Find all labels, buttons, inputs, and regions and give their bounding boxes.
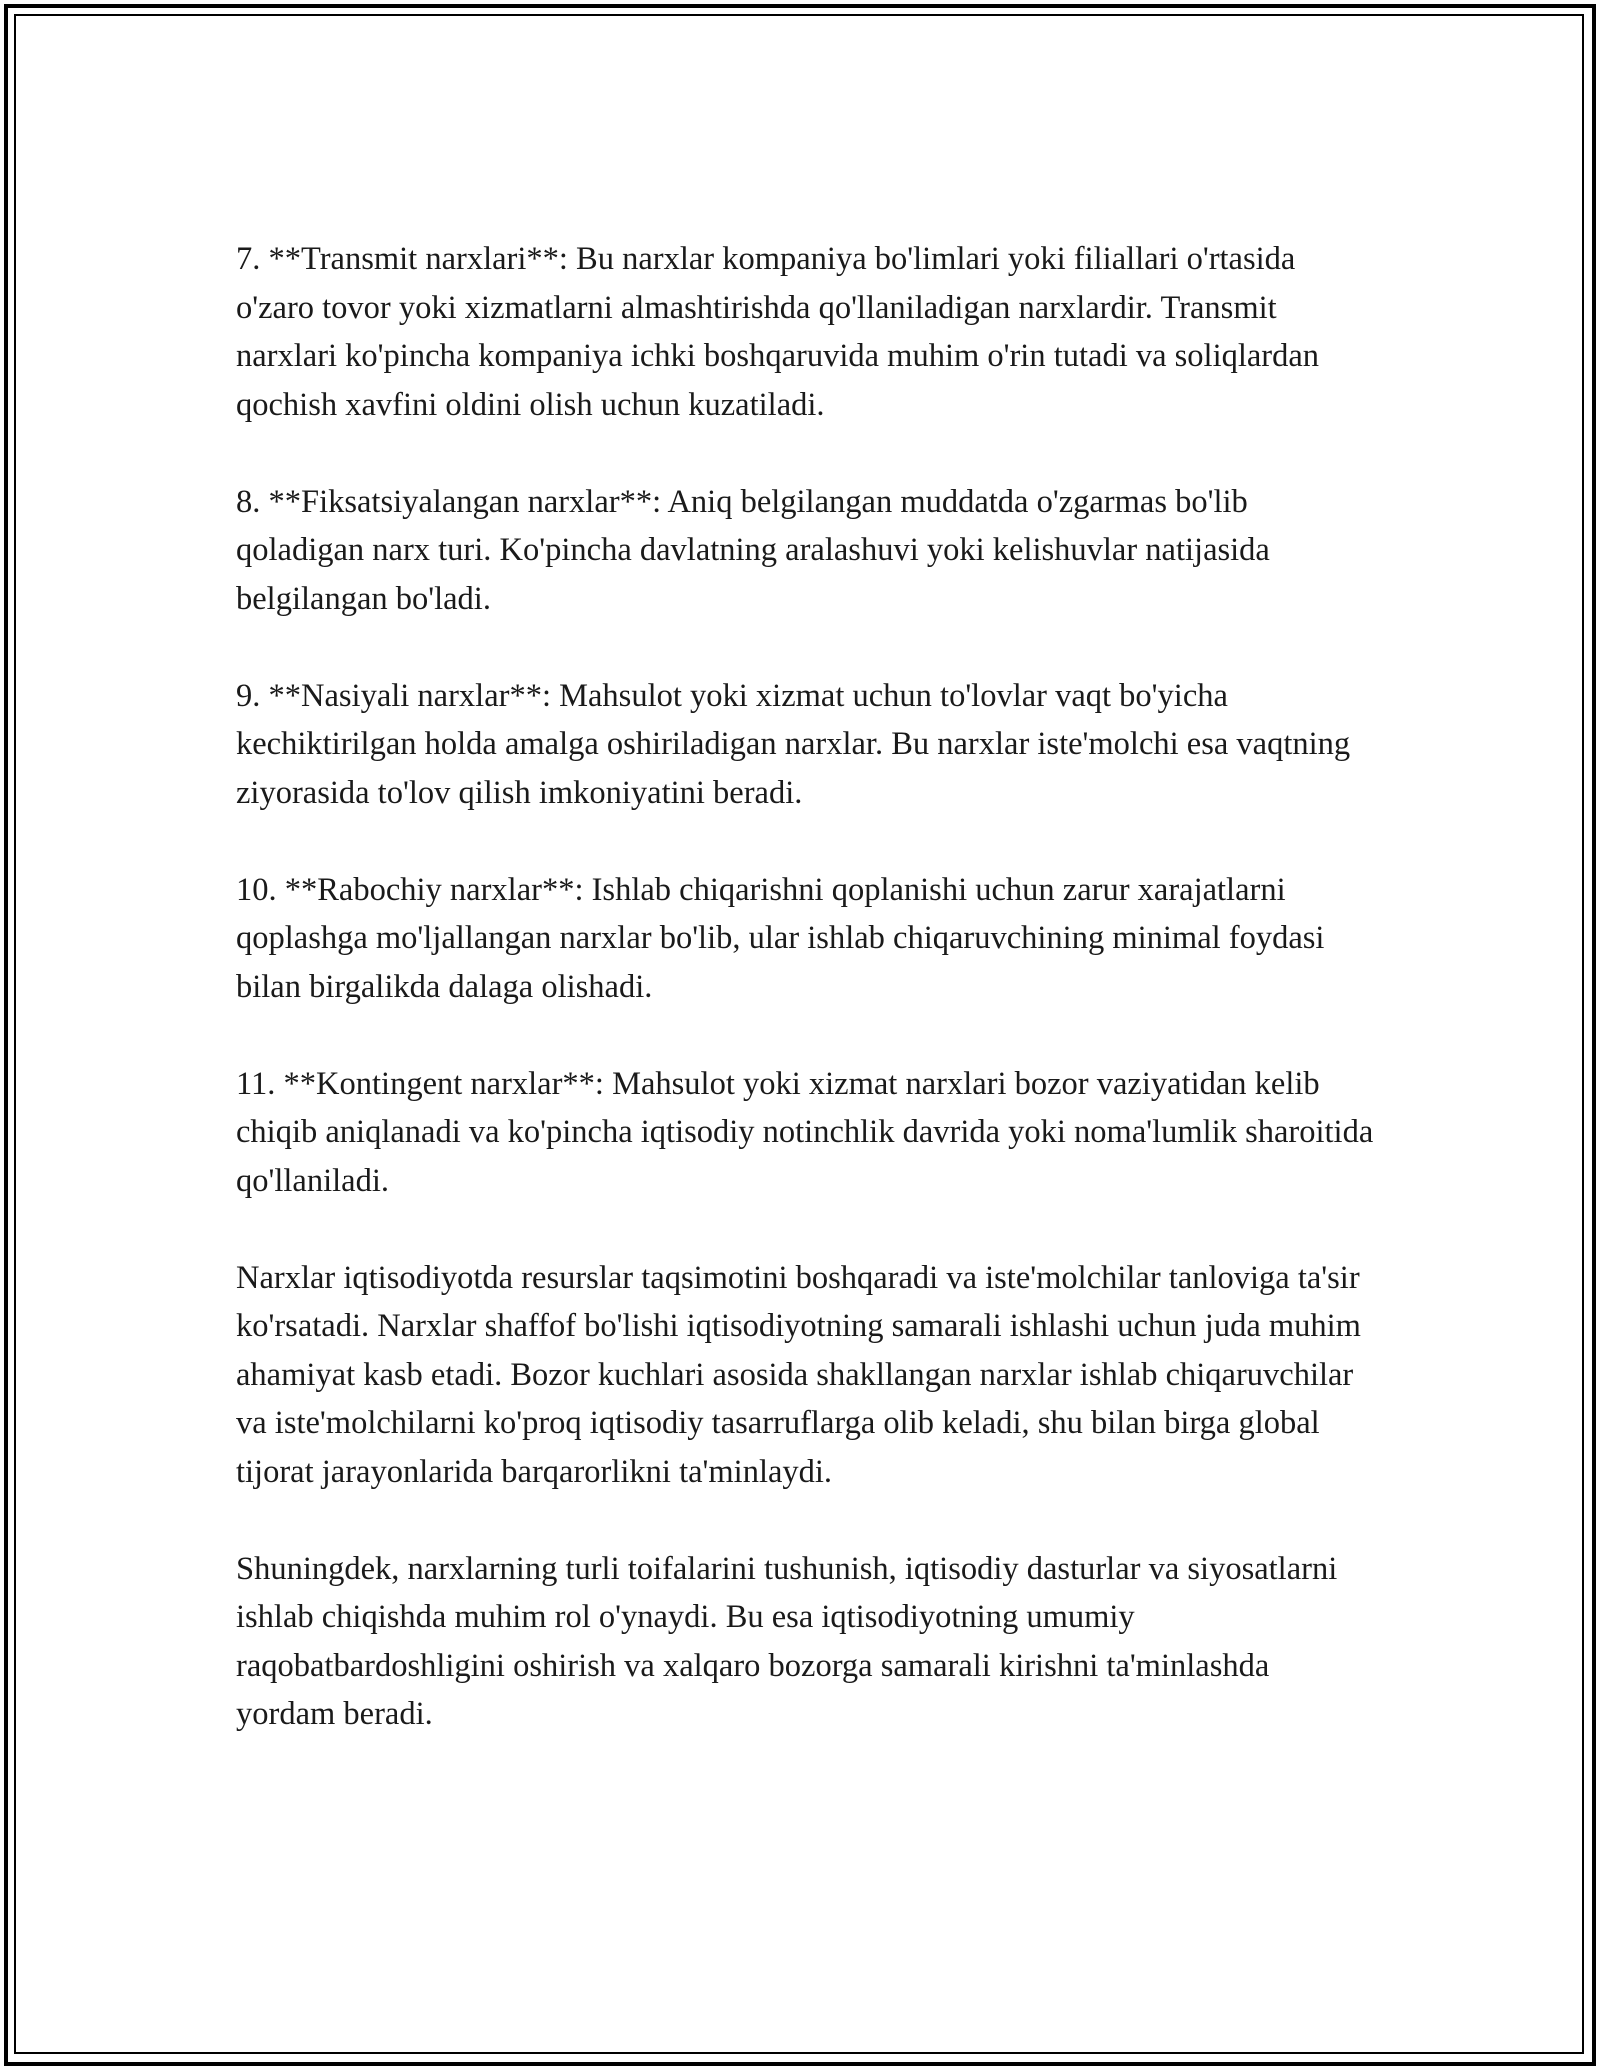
document-body [236, 235, 1376, 1739]
paragraph-fixed-prices: 8. **Fiksatsiyalangan narxlar**: Aniq belgilangan muddatda o'zgarmas bo'lib qoladigan narx turi. Ko'pincha davlatning aralashuvi yoki kelishuvlar natijasida belgilangan bo'ladi. [236, 483, 1270, 617]
paragraph-working-prices: 10. **Rabochiy narxlar**: Ishlab chiqarishni qoplanishi uchun zarur xarajatlarni qoplashga mo'ljallangan narxlar bo'lib, ular ishlab chiqaruvchining minimal foydasi bilan birgalikda dalaga olishadi. [236, 871, 1325, 1005]
paragraph-conclusion: Shuningdek, narxlarning turli toifalarini tushunish, iqtisodiy dasturlar va siyosatlarni ishlab chiqishda muhim rol o'ynaydi. Bu esa iqtisodiyotning umumiy raqobatbardoshligini oshirish va xalqaro bozorga samarali kirishni ta'minlashda yordam beradi. [236, 1550, 1338, 1732]
paragraph-prices-role: Narxlar iqtisodiyotda resurslar taqsimotini boshqaradi va iste'molchilar tanloviga ta'sir ko'rsatadi. Narxlar shaffof bo'lishi iqtisodiyotning samarali ishlashi uchun juda muhim ahamiyat kasb etadi. Bozor kuchlari asosida shakllangan narxlar ishlab chiqaruvchilar va iste'molchilarni ko'proq iqtisodiy tasarruflarga olib keladi, shu bilan birga global tijorat jarayonlarida barqarorlikni ta'minlaydi. [236, 1259, 1361, 1490]
paragraph-transmit-prices: 7. **Transmit narxlari**: Bu narxlar kompaniya bo'limlari yoki filiallari o'rtasida o'zaro tovor yoki xizmatlarni almashtirishda qo'llaniladigan narxlardir. Transmit narxlari ko'pincha kompaniya ichki boshqaruvida muhim o'rin tutadi va soliqlardan qochish xavfini oldini olish uchun kuzatiladi. [236, 241, 1320, 423]
paragraph-credit-prices: 9. **Nasiyali narxlar**: Mahsulot yoki xizmat uchun to'lovlar vaqt bo'yicha kechiktirilgan holda amalga oshiriladigan narxlar. Bu narxlar iste'molchi esa vaqtning ziyorasida to'lov qilish imkoniyatini beradi. [236, 677, 1351, 811]
paragraph-contingent-prices: 11. **Kontingent narxlar**: Mahsulot yoki xizmat narxlari bozor vaziyatidan kelib chiqib aniqlanadi va ko'pincha iqtisodiy notinchlik davrida yoki noma'lumlik sharoitida qo'llaniladi. [236, 1065, 1374, 1199]
